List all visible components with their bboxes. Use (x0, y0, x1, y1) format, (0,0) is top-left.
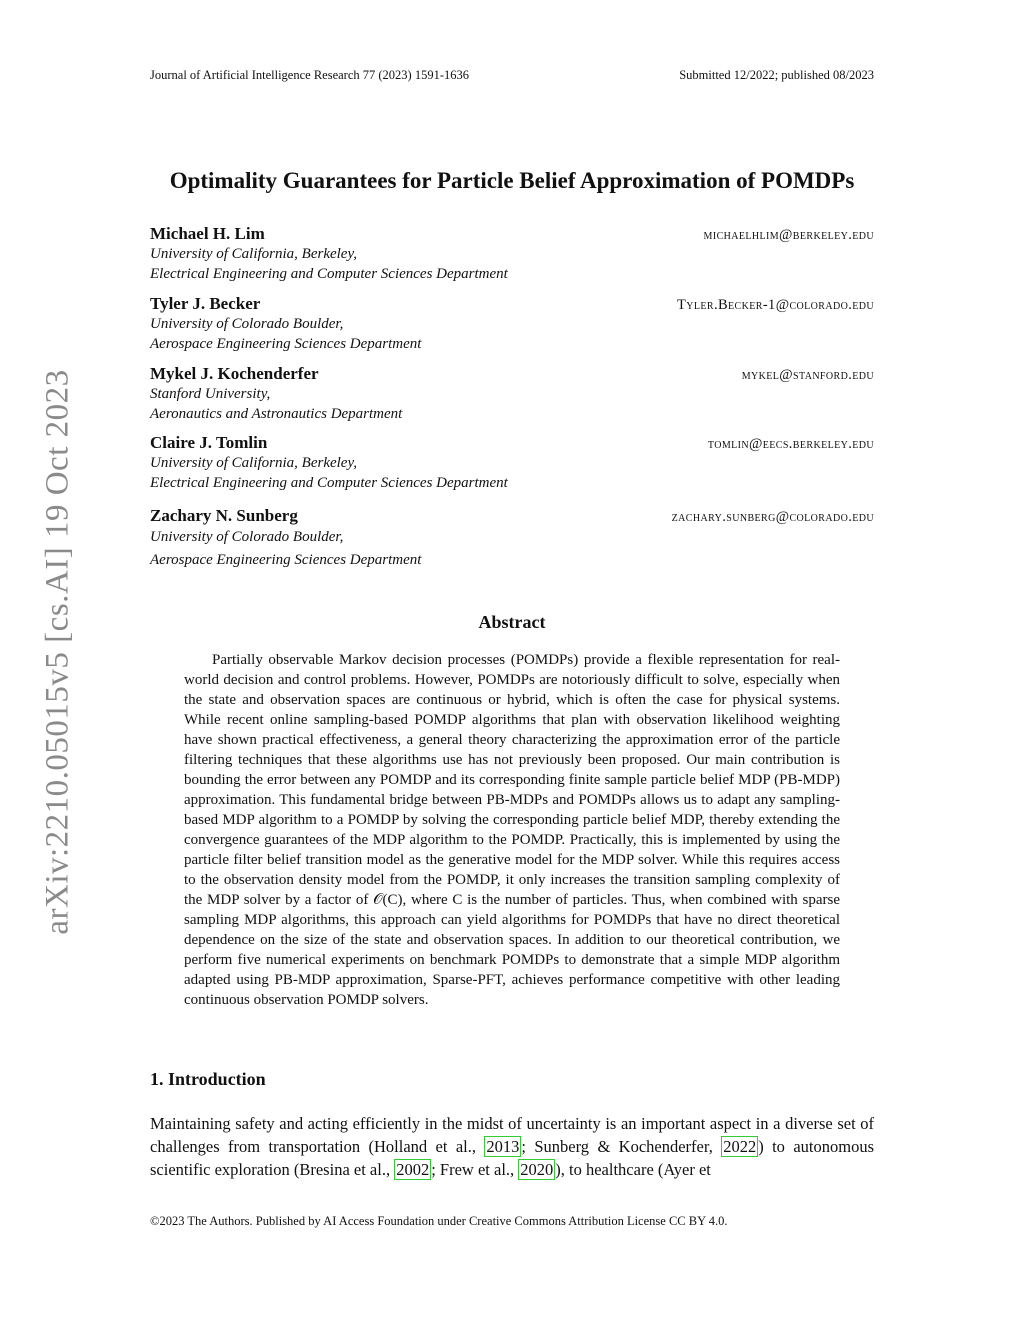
intro-text-run: Maintaining safety and acting efficiently in the midst of uncertainty is an important aspect in a diverse set of challenges from transportation (Holland et al., (150, 1114, 874, 1156)
author-affiliation: Stanford University, (150, 386, 271, 402)
abstract-body: Partially observable Markov decision processes (POMDPs) provide a flexible representation for real-world decision and control problems. However, POMDPs are notoriously difficult to solve, especially when the state and observation spaces are continuous or hybrid, which is often the case for physical systems. While recent online sampling-based POMDP algorithms that plan with observation likelihood weighting have shown practical effectiveness, a general theory characterizing the approximation error of the particle filtering techniques that these algorithms use has not previously been proposed. Our main contribution is bounding the error between any POMDP and its corresponding finite sample particle belief MDP (PB-MDP) approximation. This fundamental bridge between PB-MDPs and POMDPs allows us to adapt any sampling-based MDP algorithm to a POMDP by solving the corresponding particle belief MDP, thereby extending the convergence guarantees of the MDP algorithm to the POMDP. Practically, this is implemented by using the particle filter belief transition model as the generative model for the MDP solver. While this requires access to the observation density model from the POMDP, it only increases the transition sampling complexity of the MDP solver by a factor of 𝒪(C), where C is the number of particles. Thus, when combined with sparse sampling MDP algorithms, this approach can yield algorithms for POMDPs that have no direct theoretical dependence on the size of the state and observation spaces. In addition to our theoretical contribution, we perform five numerical experiments on benchmark POMDPs to demonstrate that a simple MDP algorithm adapted using PB-MDP approximation, Sparse-PFT, achieves performance competitive with other leading continuous observation POMDP solvers. (184, 652, 840, 1008)
running-header (150, 68, 874, 83)
author-block (150, 433, 874, 493)
author-email[interactable]: zachary.sunberg@colorado.edu (671, 509, 874, 525)
author-name: Claire J. Tomlin (150, 433, 268, 452)
paper-title: Optimality Guarantees for Particle Belief Approximation of POMDPs (169, 168, 855, 193)
citation-link[interactable]: 2020 (520, 1160, 554, 1179)
author-email[interactable]: Tyler.Becker-1@colorado.edu (676, 297, 874, 313)
author-block (150, 506, 874, 572)
citation-link[interactable]: 2002 (396, 1160, 430, 1179)
intro-text-run: ) to autonomous scientific exploration (Bresina et al., (150, 1137, 874, 1179)
intro-text-run: ), to healthcare (Ayer et (555, 1160, 711, 1179)
arxiv-identifier-stamp: arXiv:2210.05015v5 [cs.AI] 19 Oct 2023 (39, 369, 76, 935)
author-affiliation: University of Colorado Boulder, (150, 316, 344, 332)
citation-link[interactable]: 2013 (486, 1137, 520, 1156)
author-block (150, 364, 874, 424)
author-department: Aerospace Engineering Sciences Department (150, 336, 422, 352)
author-affiliation: University of California, Berkeley, (150, 455, 358, 471)
author-block (150, 294, 874, 354)
author-block (150, 224, 874, 284)
author-email[interactable]: mykel@stanford.edu (741, 367, 874, 383)
author-affiliation: University of California, Berkeley, (150, 246, 358, 262)
abstract-heading: Abstract (478, 612, 546, 632)
author-email[interactable]: michaelhlim@berkeley.edu (703, 227, 874, 243)
author-name: Tyler J. Becker (150, 294, 261, 313)
author-department: Electrical Engineering and Computer Sciences Department (150, 266, 508, 282)
intro-text-run: ; Sunberg & Kochenderfer, (521, 1137, 722, 1156)
author-name: Michael H. Lim (150, 224, 265, 243)
author-department: Aeronautics and Astronautics Department (150, 406, 403, 422)
citation-link[interactable]: 2022 (723, 1137, 757, 1156)
introduction-paragraph (150, 1112, 874, 1181)
author-email[interactable]: tomlin@eecs.berkeley.edu (707, 436, 874, 452)
journal-citation: Journal of Artificial Intelligence Research 77 (2023) 1591-1636 (150, 68, 470, 82)
submission-dates: Submitted 12/2022; published 08/2023 (679, 68, 874, 82)
author-department: Electrical Engineering and Computer Sciences Department (150, 475, 508, 491)
author-department: Aerospace Engineering Sciences Department (150, 552, 422, 568)
license-footer: ©2023 The Authors. Published by AI Access Foundation under Creative Commons Attribution License CC BY 4.0. (150, 1214, 728, 1228)
author-name: Mykel J. Kochenderfer (150, 364, 319, 383)
author-name: Zachary N. Sunberg (150, 506, 298, 525)
author-affiliation: University of Colorado Boulder, (150, 529, 344, 545)
intro-text-run: ; Frew et al., (431, 1160, 519, 1179)
section-heading-introduction: 1. Introduction (150, 1069, 266, 1089)
